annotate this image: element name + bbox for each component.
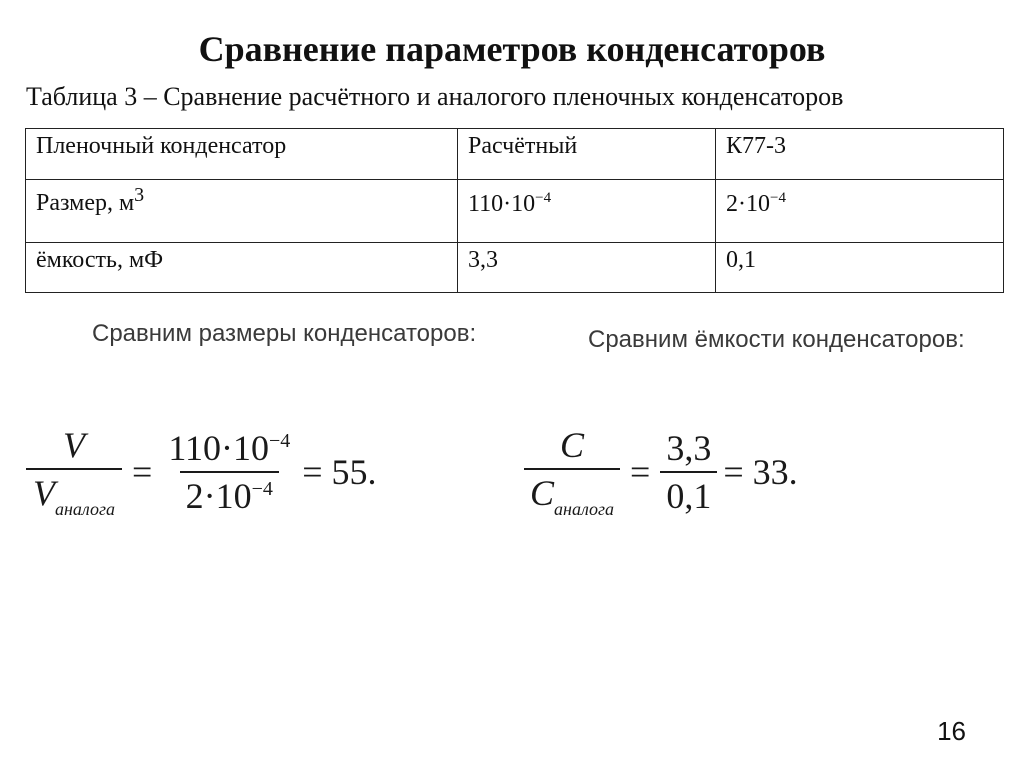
capacity-lhs-denominator: [524, 468, 620, 520]
slide-title: Сравнение параметров конденсаторов: [198, 29, 826, 69]
table-cell: [458, 180, 716, 243]
size-lhs-den-symbol: V: [32, 473, 55, 513]
size-lhs-fraction: [26, 424, 122, 520]
size-den-exponent: −4: [251, 478, 273, 500]
capacity-value-fraction: [660, 427, 717, 517]
size-den-base: 2·10: [185, 476, 252, 516]
table-header-cell: Пленочный конденсатор: [26, 129, 458, 180]
analog-size-base: 2·10: [726, 191, 770, 217]
analog-size-exponent: −4: [770, 190, 786, 206]
size-value-denominator: [180, 471, 279, 517]
table-cell: 0,1: [716, 243, 1004, 293]
size-num-base: 110·10: [168, 428, 269, 468]
table-header-row: [26, 129, 1004, 180]
size-value-numerator: [162, 427, 296, 471]
calc-size-base: 110·10: [468, 191, 536, 217]
size-equals-sign: =: [132, 452, 153, 492]
size-lhs-den-subscript: аналога: [54, 499, 116, 519]
size-label-text: Размер, м: [36, 190, 135, 216]
capacity-equals-sign: =: [630, 452, 651, 492]
capacity-lhs-den-subscript: аналога: [554, 499, 615, 519]
capacity-ratio-result: = 33.: [723, 452, 798, 492]
capacity-ratio-formula: [518, 424, 798, 520]
size-comparison-label: Сравним размеры конденсаторов:: [92, 320, 477, 347]
comparison-table: [25, 128, 1004, 293]
capacity-lhs-fraction: [524, 424, 620, 520]
table-row-label: ёмкость, мФ: [26, 243, 458, 293]
calc-size-exponent: −4: [535, 190, 552, 206]
size-label-unit-exponent: 3: [134, 184, 145, 206]
table-header-cell: К77-3: [716, 129, 1004, 180]
capacity-lhs-numerator: C: [560, 425, 585, 465]
size-ratio-result: = 55.: [302, 452, 377, 492]
capacity-value-denominator: 0,1: [660, 471, 717, 517]
size-lhs-numerator: V: [63, 425, 85, 465]
size-num-exponent: −4: [268, 430, 291, 452]
size-ratio-formula: [20, 424, 377, 520]
page-number: 16: [937, 716, 966, 746]
capacity-comparison-label: Сравним ёмкости конденсаторов:: [588, 326, 965, 353]
capacity-lhs-den-symbol: C: [530, 473, 555, 513]
table-cell: 3,3: [458, 243, 716, 293]
table-header-cell: Расчётный: [458, 129, 716, 180]
size-lhs-denominator: [26, 468, 122, 520]
table-row-label: [26, 180, 458, 243]
table-row: [26, 180, 1004, 243]
table-caption: Таблица 3 – Сравнение расчётного и аналогого пленочных конденсаторов: [26, 82, 844, 111]
size-value-fraction: [162, 427, 296, 517]
table-cell: [716, 180, 1004, 243]
capacity-value-numerator: 3,3: [666, 428, 712, 468]
table-row: [26, 243, 1004, 293]
